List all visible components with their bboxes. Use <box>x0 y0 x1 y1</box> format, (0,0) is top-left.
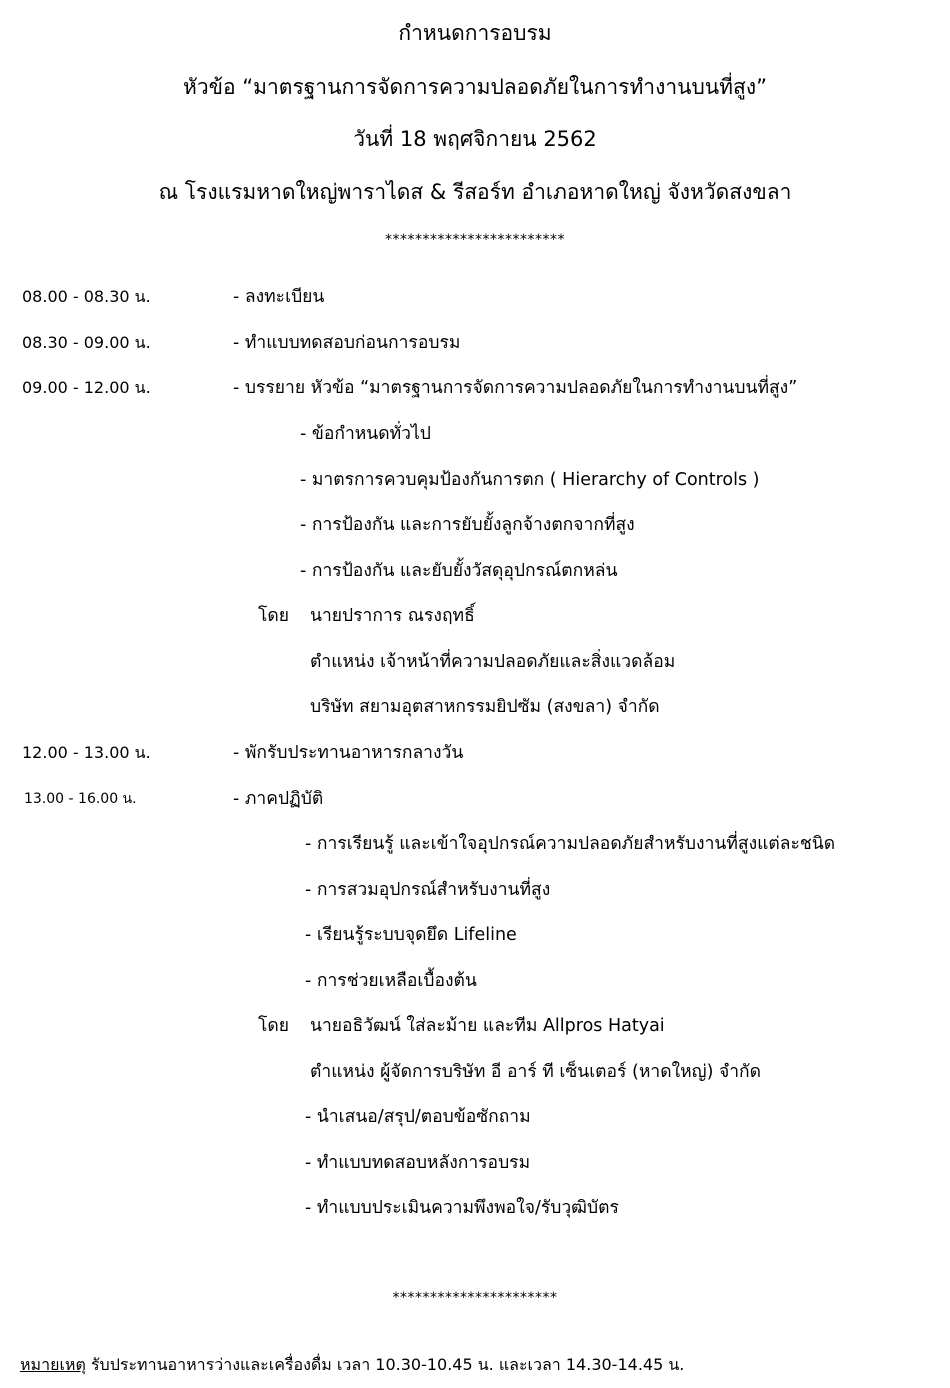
lecture-speaker-name: นายปราการ ณรงฤทธิ์ <box>310 606 475 626</box>
header-separator: ************************ <box>385 232 565 248</box>
document-title: กำหนดการอบรม <box>398 21 552 45</box>
closing-item <box>0 1193 950 1223</box>
document-topic: หัวข้อ “มาตรฐานการจัดการความปลอดภัยในการทำงานบนที่สูง” <box>183 75 767 99</box>
time-pretest: 08.30 - 09.00 น. <box>22 333 151 352</box>
closing-item-text: - ทำแบบประเมินความพึงพอใจ/รับวุฒิบัตร <box>305 1198 619 1218</box>
schedule-row-lunch <box>0 738 950 768</box>
activity-practice: - ภาคปฏิบัติ <box>233 789 324 809</box>
practice-subitem <box>0 829 950 859</box>
lecture-subitem <box>0 556 950 586</box>
practice-subitem <box>0 875 950 905</box>
document-date: วันที่ 18 พฤศจิกายน 2562 <box>353 127 597 151</box>
practice-subitem-text: - การสวมอุปกรณ์สำหรับงานที่สูง <box>305 880 551 900</box>
schedule-row-practice <box>0 784 950 814</box>
time-practice: 13.00 - 16.00 น. <box>24 791 137 807</box>
note-text: รับประทานอาหารว่างและเครื่องดื่ม เวลา 10.30-10.45 น. และเวลา 14.30-14.45 น. <box>85 1355 685 1374</box>
practice-subitem-text: - การช่วยเหลือเบื้องต้น <box>305 971 477 991</box>
lecture-subitem-text: - การป้องกัน และการยับยั้งลูกจ้างตกจากที่สูง <box>300 515 635 535</box>
lecture-speaker-position: ตำแหน่ง เจ้าหน้าที่ความปลอดภัยและสิ่งแวดล้อม <box>310 652 676 672</box>
lecture-subitem <box>0 419 950 449</box>
time-lecture: 09.00 - 12.00 น. <box>22 378 151 397</box>
practice-speaker-position: ตำแหน่ง ผู้จัดการบริษัท อี อาร์ ที เซ็นเตอร์ (หาดใหญ่) จำกัด <box>310 1062 762 1082</box>
lecture-speaker-position-row <box>0 647 950 677</box>
lecture-subitem <box>0 465 950 495</box>
time-lunch: 12.00 - 13.00 น. <box>22 743 151 762</box>
footer-separator: ********************** <box>392 1290 558 1306</box>
practice-subitem <box>0 966 950 996</box>
practice-speaker-name: นายอธิวัฒน์ ใส่ละม้าย และทีม Allpros Hatyai <box>310 1016 665 1036</box>
lecture-speaker-company: บริษัท สยามอุตสาหกรรมยิปซัม (สงขลา) จำกัด <box>310 697 660 717</box>
closing-item <box>0 1102 950 1132</box>
time-registration: 08.00 - 08.30 น. <box>22 287 151 306</box>
lecture-speaker-row <box>0 601 950 631</box>
schedule-row-registration <box>0 282 950 312</box>
schedule-row-lecture <box>0 373 950 403</box>
activity-registration: - ลงทะเบียน <box>233 287 325 307</box>
note-label: หมายเหตุ <box>20 1355 86 1374</box>
practice-subitem <box>0 920 950 950</box>
practice-speaker-position-row <box>0 1057 950 1087</box>
activity-lunch: - พักรับประทานอาหารกลางวัน <box>233 743 464 763</box>
lecture-subitem-text: - การป้องกัน และยับยั้งวัสดุอุปกรณ์ตกหล่น <box>300 561 618 581</box>
practice-subitem-text: - การเรียนรู้ และเข้าใจอุปกรณ์ความปลอดภัยสำหรับงานที่สูงแต่ละชนิด <box>305 834 836 854</box>
document-venue: ณ โรงแรมหาดใหญ่พาราไดส & รีสอร์ท อำเภอหาดใหญ่ จังหวัดสงขลา <box>158 180 792 204</box>
activity-lecture: - บรรยาย หัวข้อ “มาตรฐานการจัดการความปลอดภัยในการทำงานบนที่สูง” <box>233 378 798 398</box>
closing-item-text: - นำเสนอ/สรุป/ตอบข้อซักถาม <box>305 1107 531 1127</box>
lecture-by-label: โดย <box>258 606 290 626</box>
schedule-row-pretest <box>0 328 950 358</box>
lecture-speaker-company-row <box>0 692 950 722</box>
closing-item <box>0 1148 950 1178</box>
activity-pretest: - ทำแบบทดสอบก่อนการอบรม <box>233 333 461 353</box>
practice-by-label: โดย <box>258 1016 290 1036</box>
practice-speaker-row <box>0 1011 950 1041</box>
footer-note <box>20 1351 684 1379</box>
closing-item-text: - ทำแบบทดสอบหลังการอบรม <box>305 1153 531 1173</box>
lecture-subitem-text: - มาตรการควบคุมป้องกันการตก ( Hierarchy of Controls ) <box>300 470 760 490</box>
lecture-subitem-text: - ข้อกำหนดทั่วไป <box>300 424 431 444</box>
lecture-subitem <box>0 510 950 540</box>
practice-subitem-text: - เรียนรู้ระบบจุดยึด Lifeline <box>305 925 517 945</box>
